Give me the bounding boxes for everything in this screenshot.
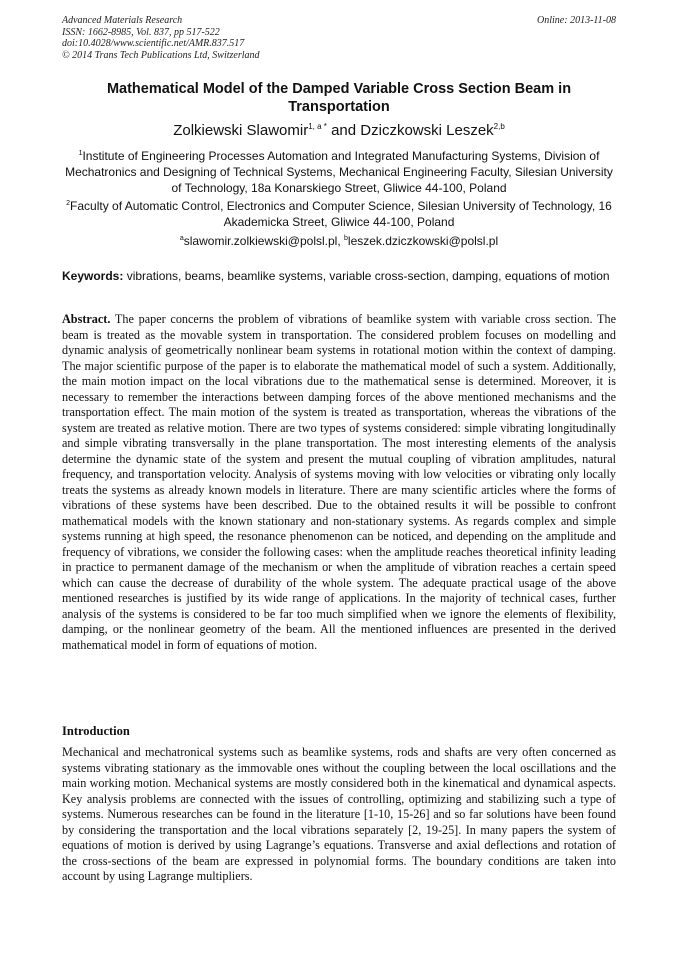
affiliation-2-mark: 2 [66, 200, 71, 207]
abstract-label: Abstract. [62, 312, 111, 326]
introduction-text: Mechanical and mechatronical systems such as beamlike systems, rods and shafts are very often concerned as systems vibrating stationary as the immovable ones without the coupling between the local oscillations and the main working motion. Mechanical systems are mostly considered both in the kinematical and dynamical aspects. Key analysis problems are connected with the issues of controlling, optimizing and stabilizing such a type of systems. Numerous researches can be found in the literature [1-10, 15-26] and so far solutions have been found by considering the transportation and the local vibrations separately [2, 19-25]. In many papers the system of equations of motion is derived by using Lagrange’s equations. Transverse and axial deflections and rotation of the cross-sections of the beam are expressed in polynomial forms. The boundary conditions are taken into account by using Lagrange multipliers. [62, 745, 616, 883]
author-2-name: Dziczkowski Leszek [360, 122, 494, 139]
affiliation-2 [62, 198, 616, 230]
affiliation-1-text: Institute of Engineering Processes Automation and Integrated Manufacturing Systems, Division of Mechatronics and Designing of Technical Systems, Mechanical Engineering Faculty, Silesian University of Technology, 18a Konarskiego Street, Gliwice 44-100, Poland [65, 149, 613, 195]
email-a[interactable]: slawomir.zolkiewski@polsl.pl [183, 234, 338, 248]
author-2-sup: 2,b [493, 122, 505, 131]
affiliation-1-mark: 1 [78, 150, 83, 157]
copyright-line: © 2014 Trans Tech Publications Ltd, Switzerland [62, 49, 260, 61]
abstract-text: The paper concerns the problem of vibrations of beamlike system with variable cross section. The beam is treated as the movable system in transportation. The considered problem focuses on modelling and dynamic analysis of geometrically nonlinear beam systems in rotational motion within the context of damping. The major scientific purpose of the paper is to elaborate the mathematical model of such a system. Additionally, the main motion impact on the local vibrations due to the mathematical sense is determined. Moreover, it is necessary to remember the interactions between damping forces of the above mentioned mechanisms and the transportation effect. The main motion of the system is treated as transportation, whereas the vibrations of the system are treated as relative motion. There are two types of systems considered: simple vibrating longitudinally and simple vibrating transversally in the plane transportation. The most interesting elements of the analysis determine the dynamic state of the system and present the mutual coupling of vibration amplitudes, natural frequency, and transportation velocity. Analysis of systems moving with low velocities or vibrating only locally treats the systems as already known models in literature. There are many scientific articles where the forms of vibrations of these systems have been described. Due to the obtained results it will be possible to confront mathematical models with the known stationary and non-stationary systems. As regards complex and simple systems running at high speed, the resonance phenomenon can be noticed, and depending on the amplitude and frequency of vibrations, we consider the following cases: when the amplitude reaches theoretical infinity leading in practice to permanent damage of the mechanism or when the amplitude of vibration reaches a certain speed which can cause the decrease of durability of the whole system. The adequate practical usage of the above mentioned researches is justified by its wide range of applications. In the majority of technical cases, further analysis of the systems is considered to be far too much simplified when we ignore the elements of flexibility, damping, or the nonlinear geometry of the beam. All the mentioned influences are presented in the derived mathematical model in form of equations of motion. [62, 312, 616, 652]
journal-name: Advanced Materials Research [62, 15, 183, 26]
keywords-label: Keywords: [62, 269, 124, 283]
affiliation-2-text: Faculty of Automatic Control, Electronics and Computer Science, Silesian University of Technology, 16 Akademicka Street, Gliwice 44-100, Poland [70, 199, 612, 229]
paper-title: Mathematical Model of the Damped Variable Cross Section Beam in Transportation [106, 81, 572, 115]
issn-line: ISSN: 1662-8985, Vol. 837, pp 517-522 [62, 26, 220, 38]
online-date: Online: 2013-11-08 [537, 15, 616, 26]
author-line [62, 122, 616, 140]
email-line [62, 233, 616, 249]
email-b[interactable]: leszek.dziczkowski@polsl.pl [347, 234, 499, 248]
author-1-sup: 1, a * [308, 122, 327, 131]
authors-and: and [326, 122, 361, 139]
doi-line: doi:10.4028/www.scientific.net/AMR.837.517 [62, 38, 245, 49]
email-a-mark: a [179, 235, 184, 242]
email-b-mark: b [344, 235, 348, 242]
introduction-heading: Introduction [62, 724, 130, 738]
affiliation-1 [62, 148, 616, 196]
keywords-text: vibrations, beams, beamlike systems, variable cross-section, damping, equations of motion [123, 269, 610, 283]
email-separator: , [337, 234, 344, 248]
author-1-name: Zolkiewski Slawomir [173, 122, 309, 139]
abstract-section [62, 312, 616, 653]
journal-metadata [62, 15, 392, 61]
keywords-section [62, 268, 616, 284]
